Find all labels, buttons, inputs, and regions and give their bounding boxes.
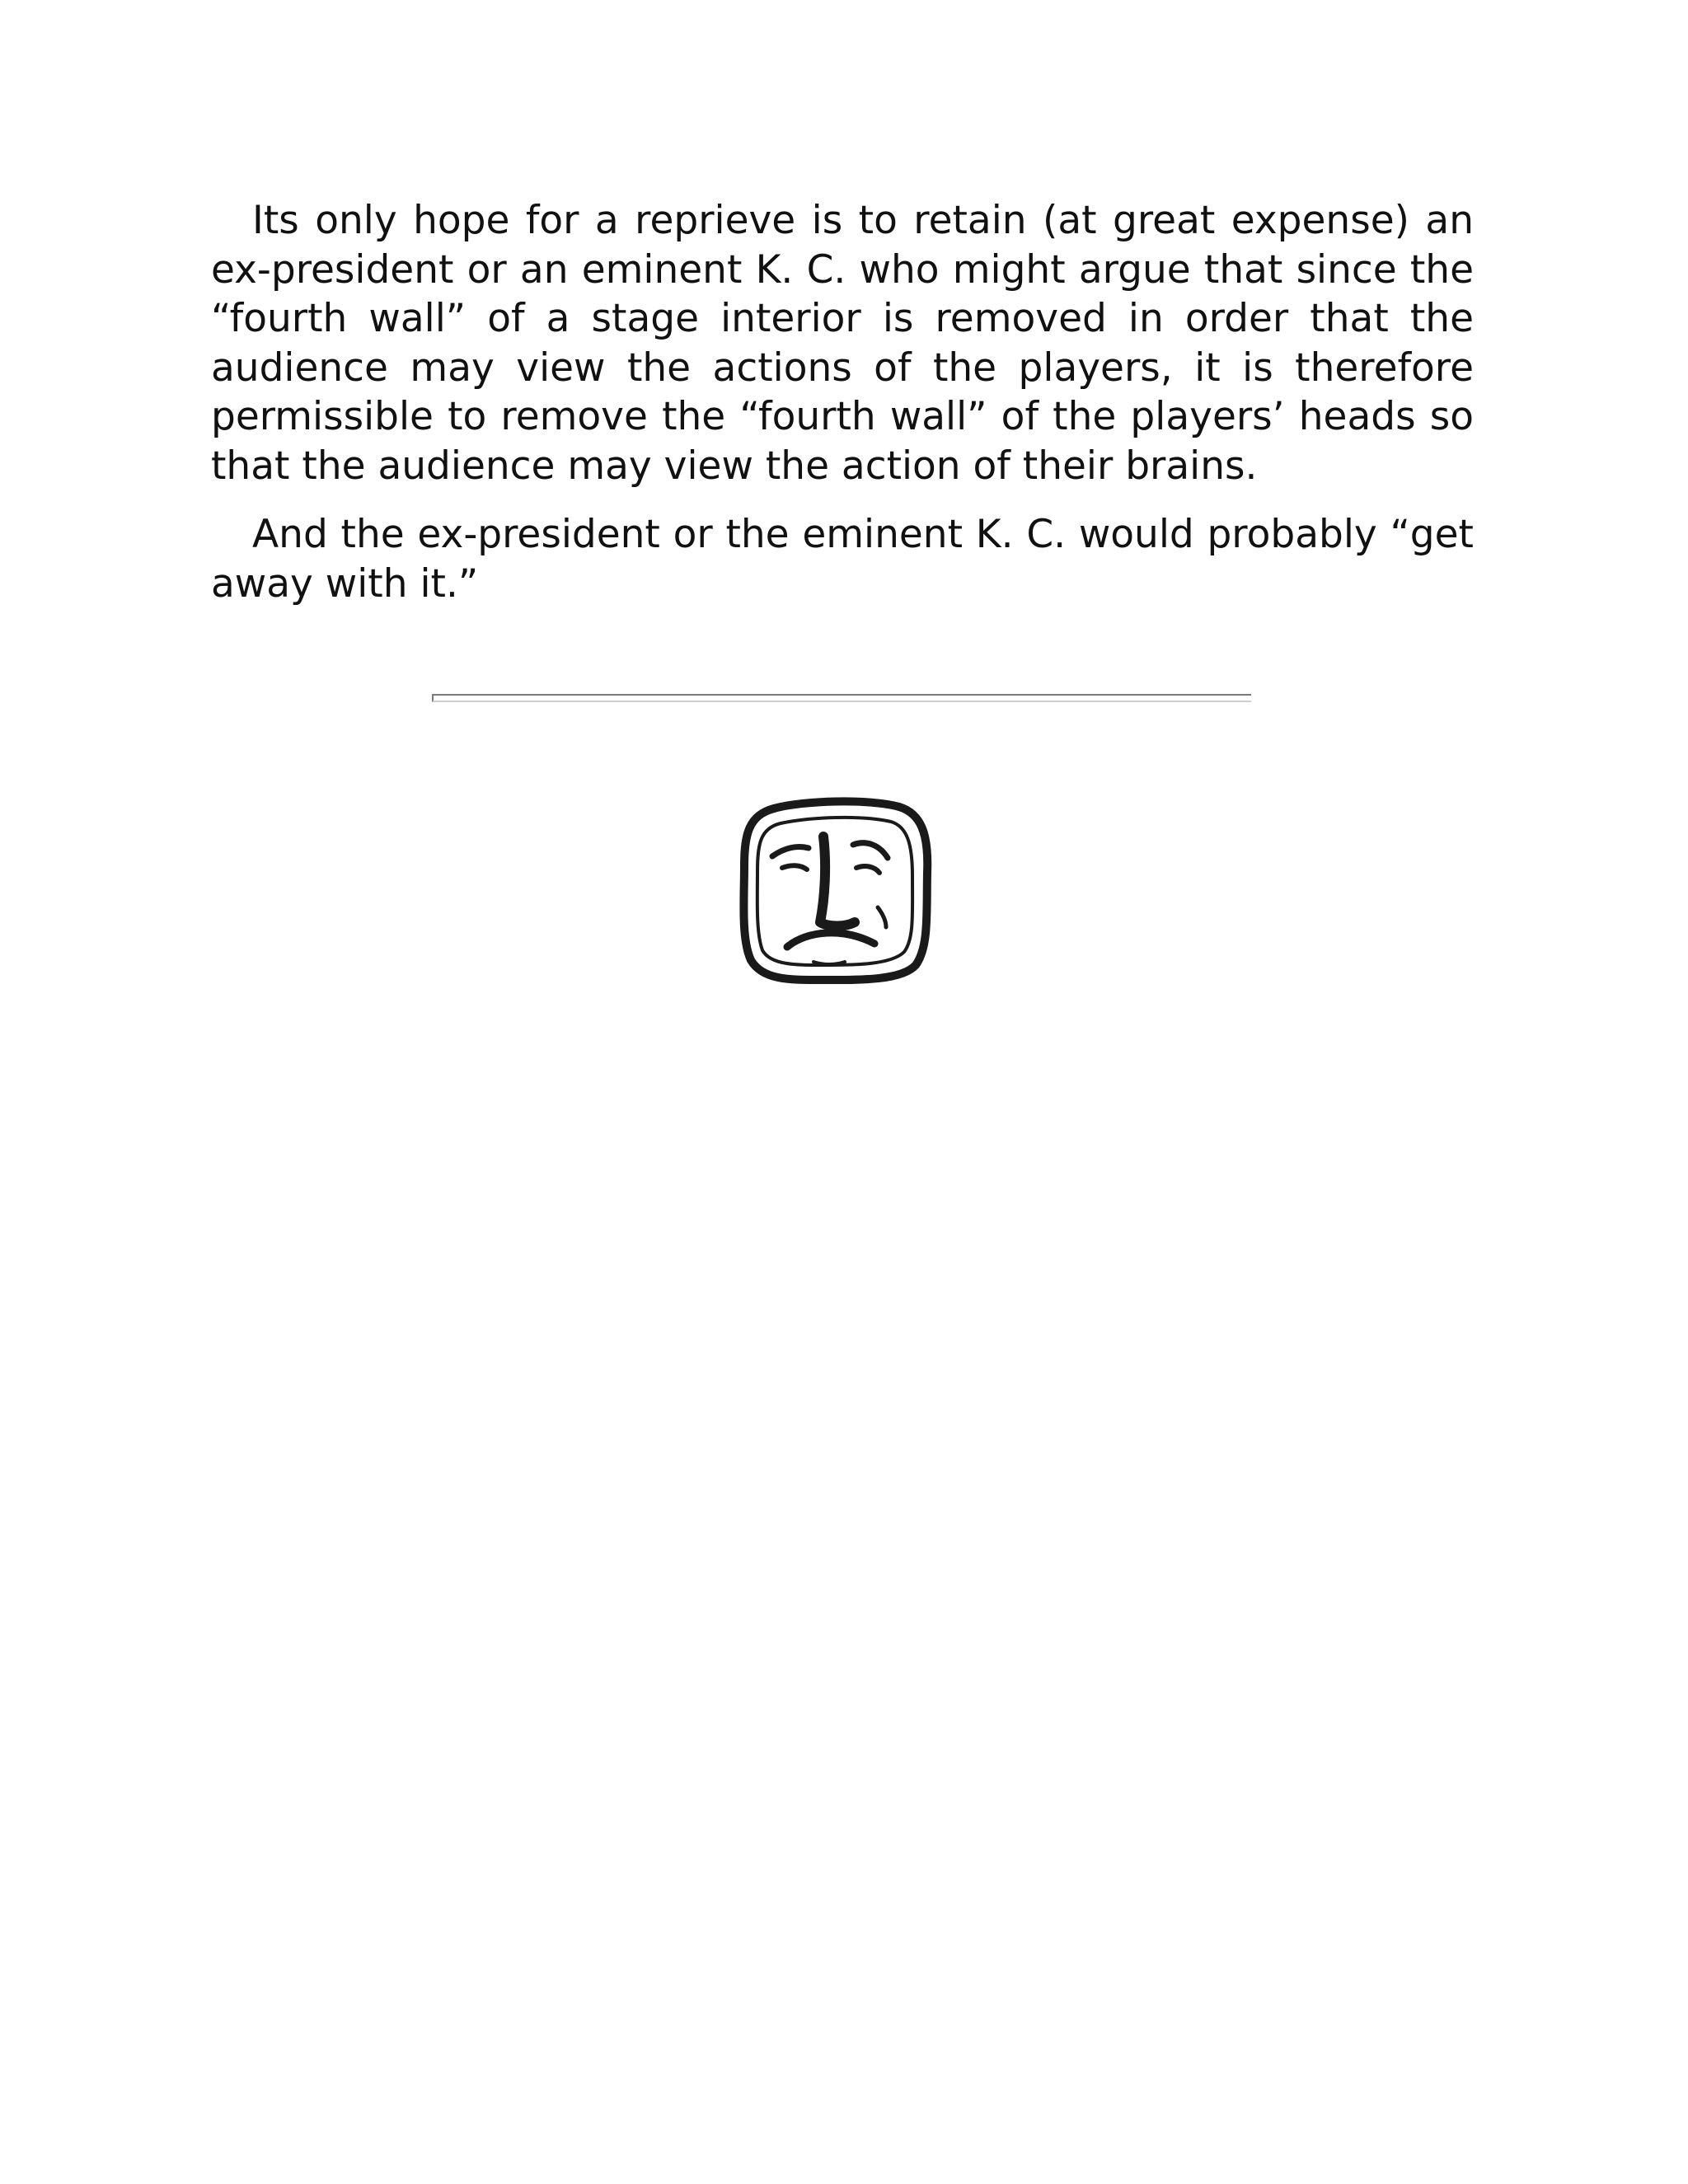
square-face-icon [738,790,935,987]
paragraph-get-away: And the ex-president or the eminent K. C. would probably “get away with it.” [211,512,1474,607]
paragraph-reprieve: Its only hope for a reprieve is to retain (at great expense) an ex-president or an eminent K. C. who might argue that since the “fourth wall” of a stage interior is removed in order that the audience may view the actions of the players, it is therefore permissible to remove the “fourth wall” of the players’ heads so that the audience may view the action of their brains. [211,198,1474,489]
body-text [211,196,1474,608]
section-divider [432,694,1251,702]
